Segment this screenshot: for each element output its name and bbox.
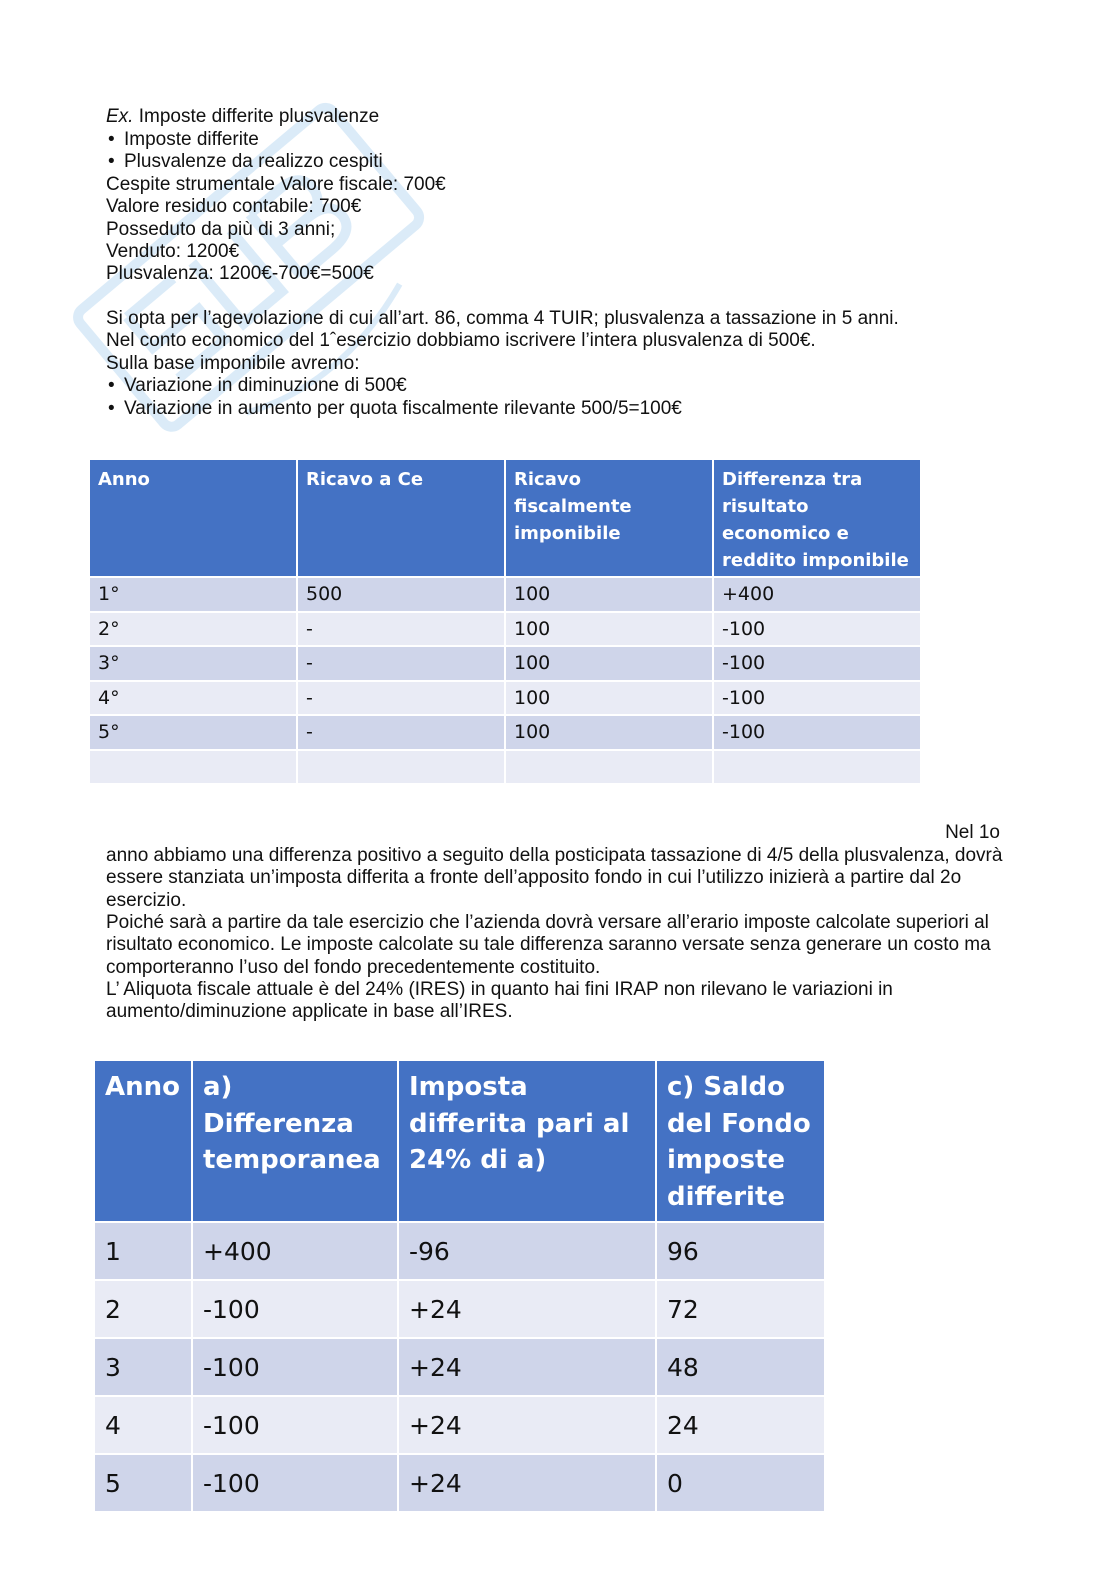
cell: 1° [89, 577, 297, 612]
table-row [94, 1222, 825, 1280]
table-header-row [89, 459, 921, 577]
intro-line: Valore residuo contabile: 700€ [106, 196, 362, 217]
table-row [89, 577, 921, 612]
cell: 2° [89, 612, 297, 647]
cell: -100 [713, 715, 921, 750]
header-ricavo-ce: Ricavo a Ce [297, 459, 505, 577]
table-row [94, 1454, 825, 1512]
cell: +24 [398, 1396, 656, 1454]
table-row [89, 750, 921, 785]
explanation-paragraph: Poiché sarà a partire da tale esercizio che l’azienda dovrà versare all’erario imposte calcolate superiori al risultato economico. Le imposte calcolate su tale differenza saranno versate senza generare un costo ma comporteranno l’uso del fondo precedentemente costituito. [106, 912, 991, 978]
table-row [89, 612, 921, 647]
cell: 24 [656, 1396, 825, 1454]
intro-title: Imposte differite plusvalenze [133, 106, 380, 127]
cell [713, 750, 921, 785]
cell: -100 [192, 1396, 398, 1454]
header-anno: Anno [89, 459, 297, 577]
intro-line: Venduto: 1200€ [106, 241, 240, 262]
intro-title-line [106, 106, 379, 128]
cell: -96 [398, 1222, 656, 1280]
cell: -100 [192, 1280, 398, 1338]
option-line: Si opta per l’agevolazione di cui all’art. 86, comma 4 TUIR; plusvalenza a tassazione in 5 anni. [106, 308, 899, 329]
variation-bullet: • Variazione in aumento per quota fiscalmente rilevante 500/5=100€ [106, 398, 682, 420]
cell: +24 [398, 1454, 656, 1512]
cell: 3° [89, 646, 297, 681]
explanation-paragraph: anno abbiamo una differenza positivo a seguito della posticipata tassazione di 4/5 della plusvalenza, dovrà essere stanziata un’imposta differita a fronte dell’apposito fondo in cui l’utilizzo inizierà a partire dal 2o esercizio. [106, 845, 1003, 911]
cell: 100 [505, 577, 713, 612]
cell [297, 750, 505, 785]
cell: - [297, 715, 505, 750]
table-row [94, 1280, 825, 1338]
cell: 100 [505, 715, 713, 750]
cell: 500 [297, 577, 505, 612]
table-header-row [94, 1060, 825, 1222]
cell: 4 [94, 1396, 192, 1454]
cell: -100 [192, 1454, 398, 1512]
intro-prefix: Ex. [106, 106, 134, 127]
cell: 48 [656, 1338, 825, 1396]
header-ricavo-fiscale: Ricavo fiscalmente imponibile [505, 459, 713, 577]
cell: - [297, 612, 505, 647]
cell [505, 750, 713, 785]
cell: 1 [94, 1222, 192, 1280]
revenue-table [88, 458, 922, 785]
cell: +400 [192, 1222, 398, 1280]
intro-line: Plusvalenza: 1200€-700€=500€ [106, 263, 374, 284]
cell [89, 750, 297, 785]
cell: +400 [713, 577, 921, 612]
cell: +24 [398, 1280, 656, 1338]
cell: - [297, 646, 505, 681]
explanation-right-text: Nel 1o [945, 822, 1000, 843]
table-row [94, 1338, 825, 1396]
cell: 5° [89, 715, 297, 750]
option-line: Nel conto economico del 1ˆesercizio dobbiamo iscrivere l’intera plusvalenza di 500€. [106, 330, 816, 351]
option-line: Sulla base imponibile avremo: [106, 353, 360, 374]
cell: 96 [656, 1222, 825, 1280]
cell: +24 [398, 1338, 656, 1396]
cell: -100 [192, 1338, 398, 1396]
cell: 5 [94, 1454, 192, 1512]
cell: -100 [713, 681, 921, 716]
cell: 4° [89, 681, 297, 716]
cell: 100 [505, 681, 713, 716]
table-row [94, 1396, 825, 1454]
table-row [89, 715, 921, 750]
header-differenza-temporanea: a) Differenza temporanea [192, 1060, 398, 1222]
variation-bullet: • Variazione in diminuzione di 500€ [106, 375, 407, 397]
cell: 0 [656, 1454, 825, 1512]
cell: - [297, 681, 505, 716]
intro-bullet: • Imposte differite [106, 129, 259, 151]
intro-bullet: • Plusvalenze da realizzo cespiti [106, 151, 383, 173]
explanation-paragraph: L’ Aliquota fiscale attuale è del 24% (IRES) in quanto hai fini IRAP non rilevano le variazioni in aumento/diminuzione applicate in base all’IRES. [106, 979, 893, 1023]
header-anno: Anno [94, 1060, 192, 1222]
header-imposta-differita: Imposta differita pari al 24% di a) [398, 1060, 656, 1222]
table-row [89, 681, 921, 716]
cell: -100 [713, 646, 921, 681]
cell: 2 [94, 1280, 192, 1338]
cell: 100 [505, 612, 713, 647]
header-saldo-fondo: c) Saldo del Fondo imposte differite [656, 1060, 825, 1222]
intro-line: Cespite strumentale Valore fiscale: 700€ [106, 174, 446, 195]
intro-line: Posseduto da più di 3 anni; [106, 219, 336, 240]
cell: 100 [505, 646, 713, 681]
header-differenza: Differenza tra risultato economico e reddito imponibile [713, 459, 921, 577]
cell: 72 [656, 1280, 825, 1338]
cell: 3 [94, 1338, 192, 1396]
cell: -100 [713, 612, 921, 647]
table-row [89, 646, 921, 681]
deferred-tax-table [93, 1059, 826, 1513]
